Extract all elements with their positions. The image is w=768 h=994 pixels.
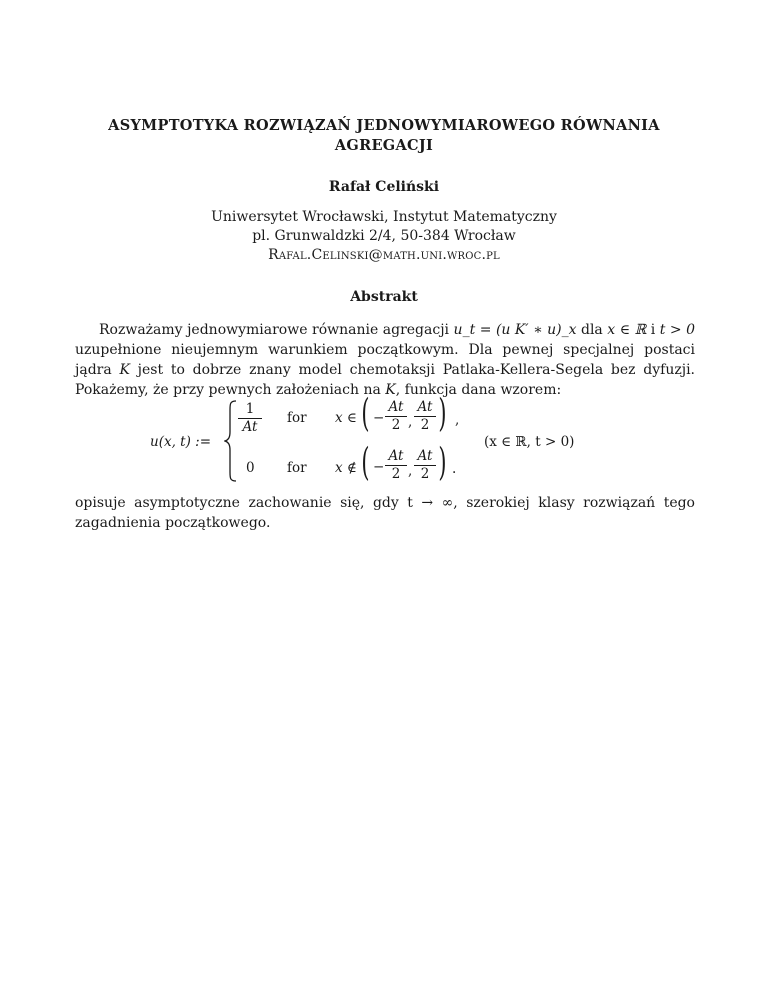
abstract-text-f: , funkcja dana wzorem: [395,382,562,398]
case1-numerator: 1 [238,402,262,419]
abstract-equation: u_t = (u K′ ∗ u)_x [453,322,577,338]
abstract-conclusion: opisuje asymptotyczne zachowanie się, gdy t → ∞, szerokiej klasy rozwiązań tego zagadnienia początkowego. [75,495,695,531]
case2-left-den: 2 [391,466,401,482]
case1-comma: , [408,414,413,430]
case2-minus: − [373,459,385,475]
abstract-text-c: i [646,322,660,338]
case1-left-paren: ( [361,391,370,435]
paper-title: ASYMPTOTYKA ROZWIĄZAŃ JEDNOWYMIAROWEGO RÓWNANIA AGREGACJI [108,117,660,154]
case2-left-paren: ( [361,440,370,484]
case2-interval-right [414,449,436,482]
case2-right-num: At [414,449,436,466]
case1-minus: − [373,410,385,426]
case1-left-den: 2 [391,417,401,433]
abstract-paragraph [75,320,695,400]
author-name: Rafał Celiński [328,179,440,195]
case2-comma: , [408,463,413,479]
case2-condition: x ∉ [335,460,357,476]
abstract-text-e: jest to dobrze znany model chemotaksji Patlaka-Kellera-Segela bez dyfuzji. Pokażemy, że przy pewnych założeniach na [75,362,695,398]
case2-right-paren: ) [438,440,447,484]
case1-right-num: At [414,400,436,417]
case1-end-comma: , [455,412,460,428]
case1-right-den: 2 [420,417,430,433]
case2-value: 0 [246,460,255,476]
case1-condition: x ∈ [335,410,357,426]
affiliation-institute: Uniwersytet Wrocławski, Instytut Matematyczny [211,209,557,225]
case1-fraction [238,402,262,435]
display-formula [0,391,768,484]
case2-interval-left [385,449,407,482]
case1-interval-left [385,400,407,433]
case2-for: for [287,460,307,476]
case1-left-num: At [385,400,407,417]
abstract-time-cond: t > 0 [659,322,696,338]
case2-end-period: . [452,461,457,477]
case2-right-den: 2 [420,466,430,482]
author-email: Rafal.Celinski@math.uni.wroc.pl [268,247,500,263]
case1-right-paren: ) [438,391,447,435]
abstract-kernel-1: K [119,362,130,378]
abstract-domain: x ∈ ℝ [607,322,647,338]
case1-denominator: At [242,419,258,435]
formula-left-brace [224,400,238,482]
formula-domain: (x ∈ ℝ, t > 0) [484,434,575,450]
case1-for: for [287,410,307,426]
case1-interval-right [414,400,436,433]
abstract-text-d: uzupełnione nieujemnym warunkiem początkowym. Dla pewnej specjalnej postaci jądra [75,342,695,378]
abstract-heading: Abstrakt [350,289,418,305]
case2-left-num: At [385,449,407,466]
formula-lhs: u(x, t) := [150,434,212,450]
abstract-text-b: dla [576,322,608,338]
abstract-kernel-2: K [385,382,396,398]
affiliation-block [0,208,768,265]
abstract-text-a: Rozważamy jednowymiarowe równanie agregacji [99,322,454,338]
affiliation-address: pl. Grunwaldzki 2/4, 50-384 Wrocław [252,228,516,244]
